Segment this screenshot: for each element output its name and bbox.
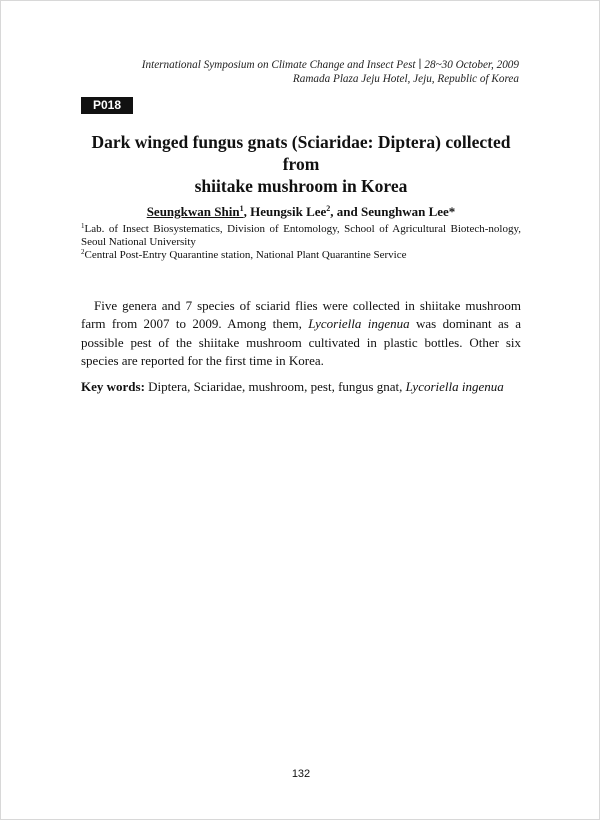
header-line-1: International Symposium on Climate Change and Insect Pest ∣ 28~30 October, 2009 [141,59,519,71]
title-line-1: Dark winged fungus gnats (Sciaridae: Diptera) collected from [91,132,511,174]
affiliation-marker: 1 [81,222,85,230]
author-separator: , [243,204,251,219]
corresponding-author-marker: * [448,204,456,219]
title-line-2: shiitake mushroom in Korea [194,176,408,196]
header-line-2: Ramada Plaza Jeju Hotel, Jeju, Republic of Korea [292,73,519,85]
paper-title [81,131,521,197]
page-number: 132 [291,768,311,780]
keywords-species: Lycoriella ingenua [405,379,504,394]
affiliation-list [81,223,521,262]
author-affil-marker: 1 [239,204,244,213]
conference-header [142,58,519,86]
affiliation-text: Central Post-Entry Quarantine station, National Plant Quarantine Service [84,249,407,261]
affiliation-item [81,223,521,249]
author-presenter [147,204,244,219]
affiliation-text: Lab. of Insect Biosystematics, Division of Entomology, School of Agricultural Biotech-nology, Seoul National University [81,223,521,248]
affiliation-item [81,249,521,262]
author-separator: , and [330,204,362,219]
affiliation-marker: 2 [81,248,85,256]
abstract-text-2: was dominant as a possible pest of the shiitake mushroom cultivated in plastic bottles. Other six species are reported for the first time in Korea. [81,316,522,368]
abstract-paragraph [81,297,521,370]
author-name: Seungkwan Shin [146,204,240,219]
poster-id-badge: P018 [81,97,133,114]
keywords-list: Diptera, Sciaridae, mushroom, pest, fungus gnat, [144,379,406,394]
author-name: Heungsik Lee [250,204,327,219]
abstract-species-name: Lycoriella ingenua [308,316,410,332]
author-affil-marker: 2 [326,204,331,213]
author-list [81,204,521,220]
author-name: Seunghwan Lee [361,204,449,219]
keywords-label: Key words: [81,379,145,394]
abstract-text-1: Five genera and 7 species of sciarid flies were collected in shiitake mushroom farm from 2007 to 2009. Among them, [81,298,521,332]
keywords-line [81,378,521,396]
